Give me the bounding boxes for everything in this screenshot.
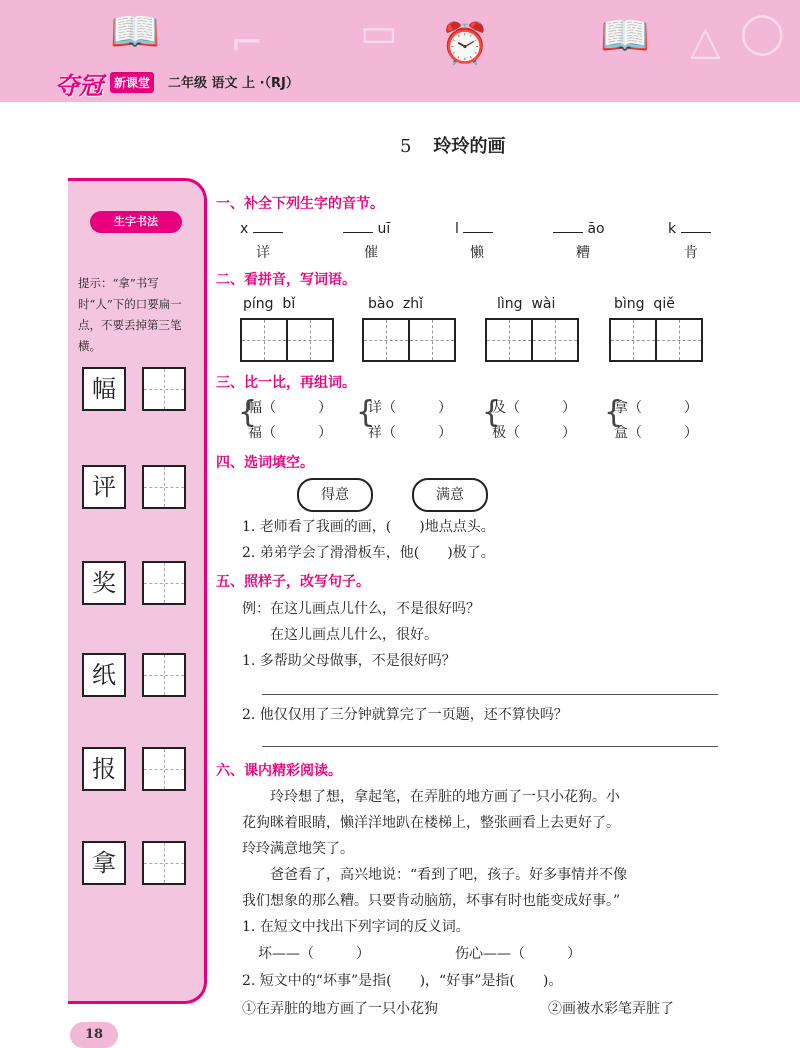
syllable-blank: k xyxy=(668,220,711,237)
answer-line[interactable] xyxy=(262,746,718,747)
question-text: 1. 老师看了我画的画，( )地点点头。 xyxy=(242,519,495,535)
answer-blank[interactable] xyxy=(343,220,373,233)
writing-tip: 提示：“拿”书写时“人”下的口要扁一点，不要丢掉第三笔横。 xyxy=(78,276,182,353)
model-char: 报 xyxy=(82,747,126,791)
section-title: 五、照样子，改写句子。 xyxy=(216,574,370,590)
syllable-blank: l xyxy=(455,220,493,237)
answer-blank[interactable] xyxy=(681,220,711,233)
pinyin-prompt: píng bǐ xyxy=(243,296,296,312)
passage-line: 爸爸看了，高兴地说：“看到了吧，孩子。好多事情并不像 xyxy=(270,867,628,883)
brace-icon: { xyxy=(604,395,624,430)
passage-line: 玲玲满意地笑了。 xyxy=(242,841,354,857)
word-pair-item[interactable]: 极（ ） xyxy=(492,425,576,441)
char-row xyxy=(82,747,192,791)
pinyin-prompt: bìng qiě xyxy=(614,296,675,312)
answer-blank[interactable] xyxy=(553,220,583,233)
page-number: 18 xyxy=(70,1022,118,1048)
clock-icon: ⏰ xyxy=(440,21,490,67)
answer-blank[interactable] xyxy=(253,220,283,233)
writing-grid[interactable] xyxy=(362,318,456,362)
practice-grid[interactable] xyxy=(142,747,186,791)
answer-line[interactable] xyxy=(262,694,718,695)
section-title: 四、选词填空。 xyxy=(216,455,314,471)
question-text: 2. 他仅仅用了三分钟就算完了一页题，还不算快吗？ xyxy=(242,707,568,723)
sidebar-calligraphy xyxy=(68,178,207,1004)
sidebar-heading: 生字书法 xyxy=(90,211,182,233)
practice-grid[interactable] xyxy=(142,653,186,697)
choice-option: ②画被水彩笔弄脏了 xyxy=(548,1001,674,1017)
char-row xyxy=(82,653,192,697)
word-pair-item[interactable]: 祥（ ） xyxy=(368,425,452,441)
brace-icon: { xyxy=(356,395,376,430)
question-text: 2. 弟弟学会了滑滑板车，他( )极了。 xyxy=(242,545,495,561)
bag-icon: ▭ xyxy=(360,10,398,56)
char-row xyxy=(82,561,192,605)
practice-grid[interactable] xyxy=(142,841,186,885)
model-char: 评 xyxy=(82,465,126,509)
target-char: 肯 xyxy=(684,245,698,261)
word-pair-item[interactable]: 拿（ ） xyxy=(614,400,698,416)
word-pair-item[interactable]: 福（ ） xyxy=(248,425,332,441)
passage-line: 我们想象的那么糟。只要肯动脑筋，坏事有时也能变成好事。” xyxy=(242,893,621,909)
model-char: 拿 xyxy=(82,841,126,885)
antonym-blank[interactable]: 坏——（ ） xyxy=(258,946,370,962)
pinyin-prompt: lìng wài xyxy=(497,296,556,312)
writing-grid[interactable] xyxy=(609,318,703,362)
brand-badge: 新课堂 xyxy=(110,72,154,93)
example-text: 例：在这儿画点儿什么，不是很好吗？ xyxy=(242,601,480,617)
word-pair-item[interactable]: 详（ ） xyxy=(368,400,452,416)
example-text: 在这儿画点儿什么，很好。 xyxy=(270,627,438,643)
target-char: 催 xyxy=(364,245,378,261)
writing-grid[interactable] xyxy=(240,318,334,362)
model-char: 奖 xyxy=(82,561,126,605)
passage-line: 玲玲想了想，拿起笔，在弄脏的地方画了一只小花狗。小 xyxy=(270,789,620,805)
lesson-number: 5 xyxy=(400,136,412,157)
word-option: 得意 xyxy=(297,478,373,512)
brace-icon: { xyxy=(482,395,502,430)
answer-blank[interactable] xyxy=(463,220,493,233)
syllable-blank: x xyxy=(240,220,283,237)
practice-grid[interactable] xyxy=(142,367,186,411)
antonym-blank[interactable]: 伤心——（ ） xyxy=(455,946,581,962)
brace-icon: { xyxy=(238,395,258,430)
word-pair-item[interactable]: 幅（ ） xyxy=(248,400,332,416)
char-row xyxy=(82,841,192,885)
grade-label: 二年级 语文 上 ·（RJ） xyxy=(168,76,299,91)
logo: 夺冠 xyxy=(55,72,103,100)
section-title: 一、补全下列生字的音节。 xyxy=(216,196,384,212)
globe-icon: ◯ xyxy=(740,10,785,56)
compass-icon: △ xyxy=(690,18,721,64)
char-row xyxy=(82,465,192,509)
header-banner xyxy=(0,0,800,102)
model-char: 幅 xyxy=(82,367,126,411)
section-title: 二、看拼音，写词语。 xyxy=(216,272,356,288)
passage-line: 花狗眯着眼睛，懒洋洋地趴在楼梯上，整张画看上去更好了。 xyxy=(242,815,620,831)
word-pair-item[interactable]: 盒（ ） xyxy=(614,425,698,441)
target-char: 懒 xyxy=(470,245,484,261)
open-book-icon: 📖 xyxy=(600,13,650,59)
writing-grid[interactable] xyxy=(485,318,579,362)
choice-option: ①在弄脏的地方画了一只小花狗 xyxy=(242,1001,438,1017)
pinyin-prompt: bào zhǐ xyxy=(368,296,424,312)
question-text: 1. 在短文中找出下列字词的反义词。 xyxy=(242,919,470,935)
book-icon: 📖 xyxy=(110,9,160,55)
target-char: 糟 xyxy=(576,245,590,261)
syllable-blank: uī xyxy=(343,220,390,237)
lesson-name: 玲玲的画 xyxy=(433,136,506,157)
syllable-blank: āo xyxy=(553,220,605,237)
question-text: 2. 短文中的“坏事”是指( )，“好事”是指( )。 xyxy=(242,973,563,989)
char-row xyxy=(82,367,192,411)
practice-grid[interactable] xyxy=(142,561,186,605)
glasses-icon: ⌐ xyxy=(230,20,264,66)
practice-grid[interactable] xyxy=(142,465,186,509)
lesson-title xyxy=(400,132,505,158)
model-char: 纸 xyxy=(82,653,126,697)
question-text: 1. 多帮助父母做事，不是很好吗？ xyxy=(242,653,456,669)
section-title: 六、课内精彩阅读。 xyxy=(216,763,342,779)
word-option: 满意 xyxy=(412,478,488,512)
section-title: 三、比一比，再组词。 xyxy=(216,375,356,391)
target-char: 详 xyxy=(256,245,270,261)
word-pair-item[interactable]: 及（ ） xyxy=(492,400,576,416)
